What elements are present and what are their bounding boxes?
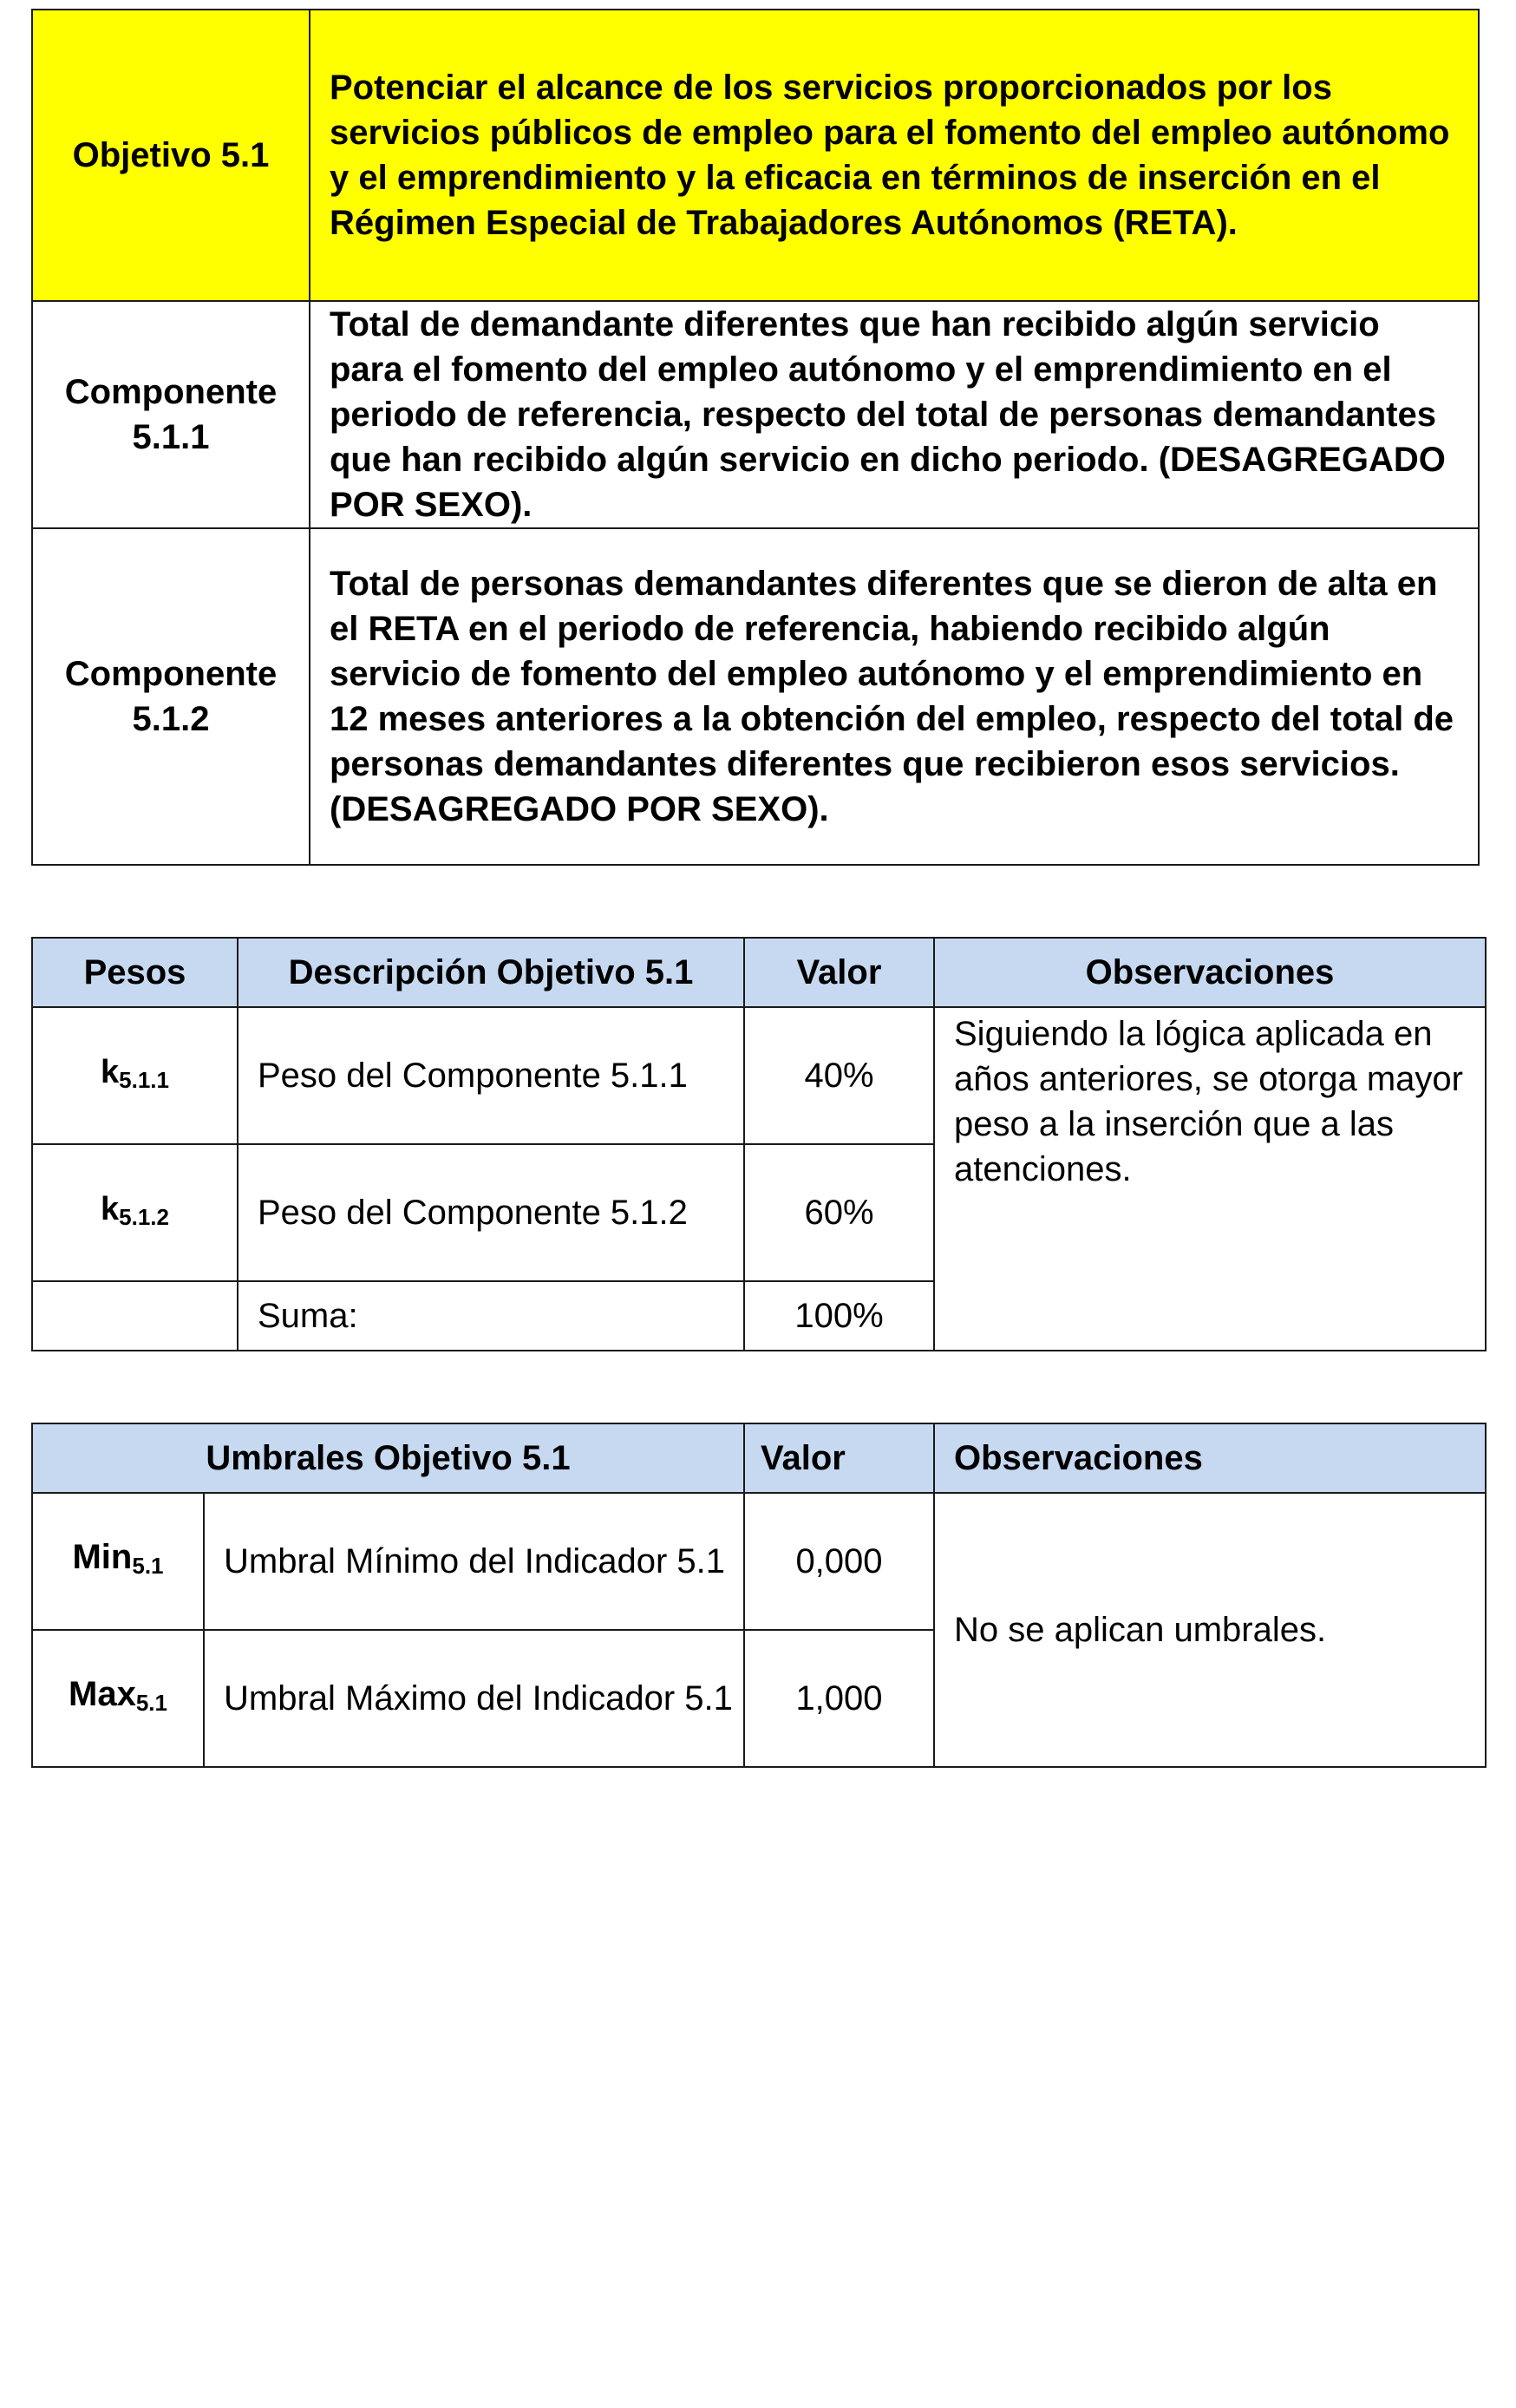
component-label: Componente 5.1.1 [32,301,310,528]
thresholds-header-row [32,1423,1486,1493]
threshold-description: Umbral Máximo del Indicador 5.1 [204,1630,744,1767]
weight-sum-value: 100% [744,1281,934,1351]
table-row [32,1007,1486,1144]
component-row [32,528,1479,865]
weight-description: Peso del Componente 5.1.2 [238,1144,744,1281]
component-description: Total de demandante diferentes que han recibido algún servicio para el fomento del empleo autónomo y el emprendimiento en el periodo de referencia, respecto del total de personas demandantes que han recibido algún servicio en dicho periodo. (DESAGREGADO POR SEXO). [310,301,1479,528]
threshold-key-subscript: 5.1 [135,1690,167,1716]
weight-key [32,1007,238,1144]
threshold-key-symbol: Min [72,1538,133,1576]
weight-key-symbol: k [101,1053,120,1090]
header-descripcion: Descripción Objetivo 5.1 [238,938,744,1007]
weights-observation: Siguiendo la lógica aplicada en años anteriores, se otorga mayor peso a la inserción que a las atenciones. [934,1007,1486,1351]
thresholds-observation: No se aplican umbrales. [934,1493,1486,1767]
objective-label: Objetivo 5.1 [32,10,310,301]
header-valor: Valor [744,1423,934,1493]
threshold-key [32,1630,204,1767]
weight-key [32,1281,238,1351]
component-row [32,301,1479,528]
thresholds-table [31,1423,1487,1768]
threshold-key-symbol: Max [69,1675,136,1713]
objective-description: Potenciar el alcance de los servicios proporcionados por los servicios públicos de empleo para el fomento del empleo autónomo y el emprendimiento y la eficacia en términos de inserción en el Régimen Especial de Trabajadores Autónomos (RETA). [310,10,1479,301]
component-label: Componente 5.1.2 [32,528,310,865]
threshold-value: 0,000 [744,1493,934,1630]
weight-description: Peso del Componente 5.1.1 [238,1007,744,1144]
threshold-key [32,1493,204,1630]
weight-value: 40% [744,1007,934,1144]
weight-key-symbol: k [101,1190,120,1227]
weight-key-subscript: 5.1.2 [119,1203,169,1230]
threshold-key-subscript: 5.1 [132,1553,164,1579]
objective-definition-table [31,9,1480,866]
weight-key [32,1144,238,1281]
weight-key-subscript: 5.1.1 [119,1066,169,1093]
threshold-description: Umbral Mínimo del Indicador 5.1 [204,1493,744,1630]
header-pesos: Pesos [32,938,238,1007]
objective-row [32,10,1479,301]
weight-sum-label: Suma: [238,1281,744,1351]
threshold-value: 1,000 [744,1630,934,1767]
weights-header-row [32,938,1486,1007]
header-umbrales: Umbrales Objetivo 5.1 [32,1423,744,1493]
weight-value: 60% [744,1144,934,1281]
header-valor: Valor [744,938,934,1007]
header-observaciones: Observaciones [934,938,1486,1007]
weights-table [31,937,1487,1351]
table-row [32,1493,1486,1630]
component-description: Total de personas demandantes diferentes que se dieron de alta en el RETA en el periodo de referencia, habiendo recibido algún servicio de fomento del empleo autónomo y el emprendimiento en 12 meses anteriores a la obtención del empleo, respecto del total de personas demandantes diferentes que recibieron esos servicios. (DESAGREGADO POR SEXO). [310,528,1479,865]
header-observaciones: Observaciones [934,1423,1486,1493]
